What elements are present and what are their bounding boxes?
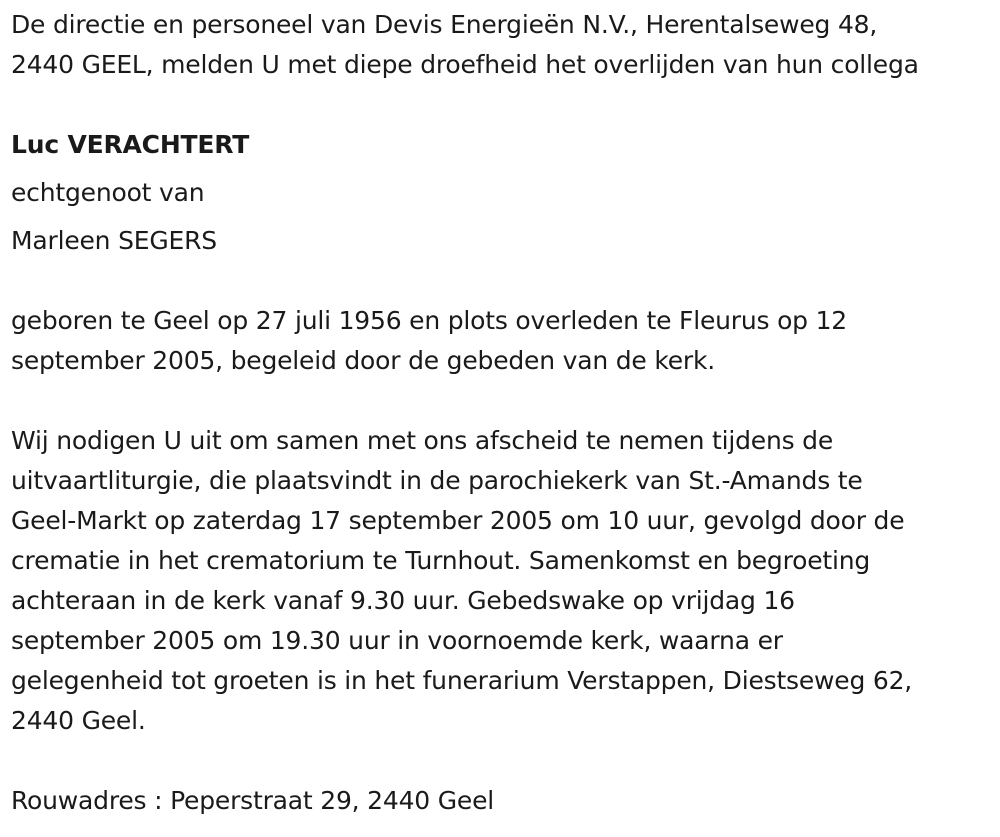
invitation-line: uitvaartliturgie, die plaatsvindt in de parochiekerk van St.-Amands te bbox=[11, 466, 863, 495]
invitation-line: Wij nodigen U uit om samen met ons afscheid te nemen tijdens de bbox=[11, 426, 834, 455]
intro-line-2: 2440 GEEL, melden U met diepe droefheid het overlijden van hun collega bbox=[11, 50, 919, 79]
invitation-line: achteraan in de kerk vanaf 9.30 uur. Gebedswake op vrijdag 16 bbox=[11, 586, 795, 615]
invitation-line: crematie in het crematorium te Turnhout. Samenkomst en begroeting bbox=[11, 546, 871, 575]
spouse-name: Marleen SEGERS bbox=[11, 226, 217, 255]
invitation-line: 2440 Geel. bbox=[11, 706, 146, 735]
invitation-line: gelegenheid tot groeten is in het funerarium Verstappen, Diestseweg 62, bbox=[11, 666, 913, 695]
invitation-line: september 2005 om 19.30 uur in voornoemde kerk, waarna er bbox=[11, 626, 783, 655]
deceased-name: Luc VERACHTERT bbox=[11, 130, 250, 159]
mourning-address: Rouwadres : Peperstraat 29, 2440 Geel bbox=[11, 786, 495, 815]
birth-death-line-2: september 2005, begeleid door de gebeden van de kerk. bbox=[11, 346, 715, 375]
intro-line-1: De directie en personeel van Devis Energieën N.V., Herentalseweg 48, bbox=[11, 10, 878, 39]
birth-death-line-1: geboren te Geel op 27 juli 1956 en plots overleden te Fleurus op 12 bbox=[11, 306, 848, 335]
invitation-line: Geel-Markt op zaterdag 17 september 2005 om 10 uur, gevolgd door de bbox=[11, 506, 905, 535]
deceased-relation: echtgenoot van bbox=[11, 178, 205, 207]
